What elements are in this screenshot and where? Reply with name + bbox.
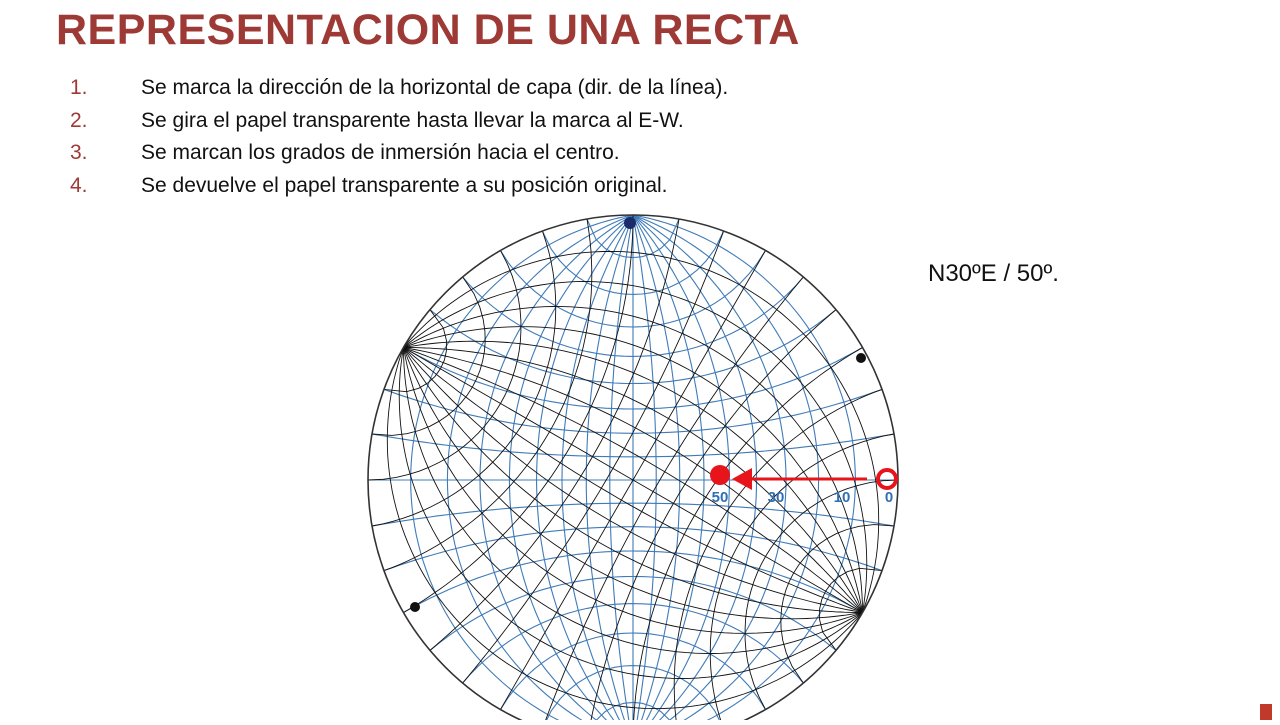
grid-line: [360, 210, 521, 557]
step-number: 2.: [70, 108, 88, 132]
start-marker-ring: [878, 470, 896, 488]
grid-line: [710, 424, 920, 721]
scale-label-0: 0: [884, 489, 894, 506]
step-number: 1.: [70, 76, 88, 99]
step-number: 3.: [70, 141, 88, 164]
rotated-overlay-grid: [360, 210, 920, 720]
grid-line: [745, 404, 920, 721]
grid-line: [417, 210, 682, 661]
grid-line: [633, 215, 704, 720]
step-text: Se gira el papel transparente hasta llevar la marca al E-W.: [141, 108, 684, 132]
stereonet: [360, 210, 920, 725]
step-item: [70, 170, 728, 203]
pole-dot: [410, 602, 420, 612]
end-marker-dot: [710, 465, 730, 485]
grid-line: [745, 392, 920, 721]
scale-label-10: 10: [833, 489, 851, 506]
corner-mark: [1260, 704, 1272, 720]
pole-dot: [624, 217, 636, 229]
slide-title: REPRESENTACION DE UNA RECTA: [56, 6, 800, 54]
scale-label-50: 50: [711, 489, 729, 506]
grid-line: [411, 215, 633, 720]
grid-line: [633, 328, 900, 720]
arrow-head: [732, 468, 752, 490]
steps-list: [70, 72, 728, 202]
pole-dot: [856, 353, 866, 363]
grid-line: [562, 215, 633, 720]
orientation-label: N30ºE / 50º.: [928, 260, 1059, 287]
step-text: Se marca la dirección de la horizontal de capa (dir. de la línea).: [141, 76, 729, 99]
step-number: 4.: [70, 173, 88, 197]
step-item: [70, 137, 728, 170]
scale-label-30: 30: [767, 489, 785, 506]
step-item: [70, 72, 728, 105]
grid-line: [633, 215, 855, 720]
step-text: Se devuelve el papel transparente a su posición original.: [141, 173, 668, 197]
step-item: [70, 105, 728, 138]
grid-line: [584, 299, 849, 720]
stereonet-svg: [360, 210, 920, 720]
step-text: Se marcan los grados de inmersión hacia el centro.: [141, 141, 620, 164]
